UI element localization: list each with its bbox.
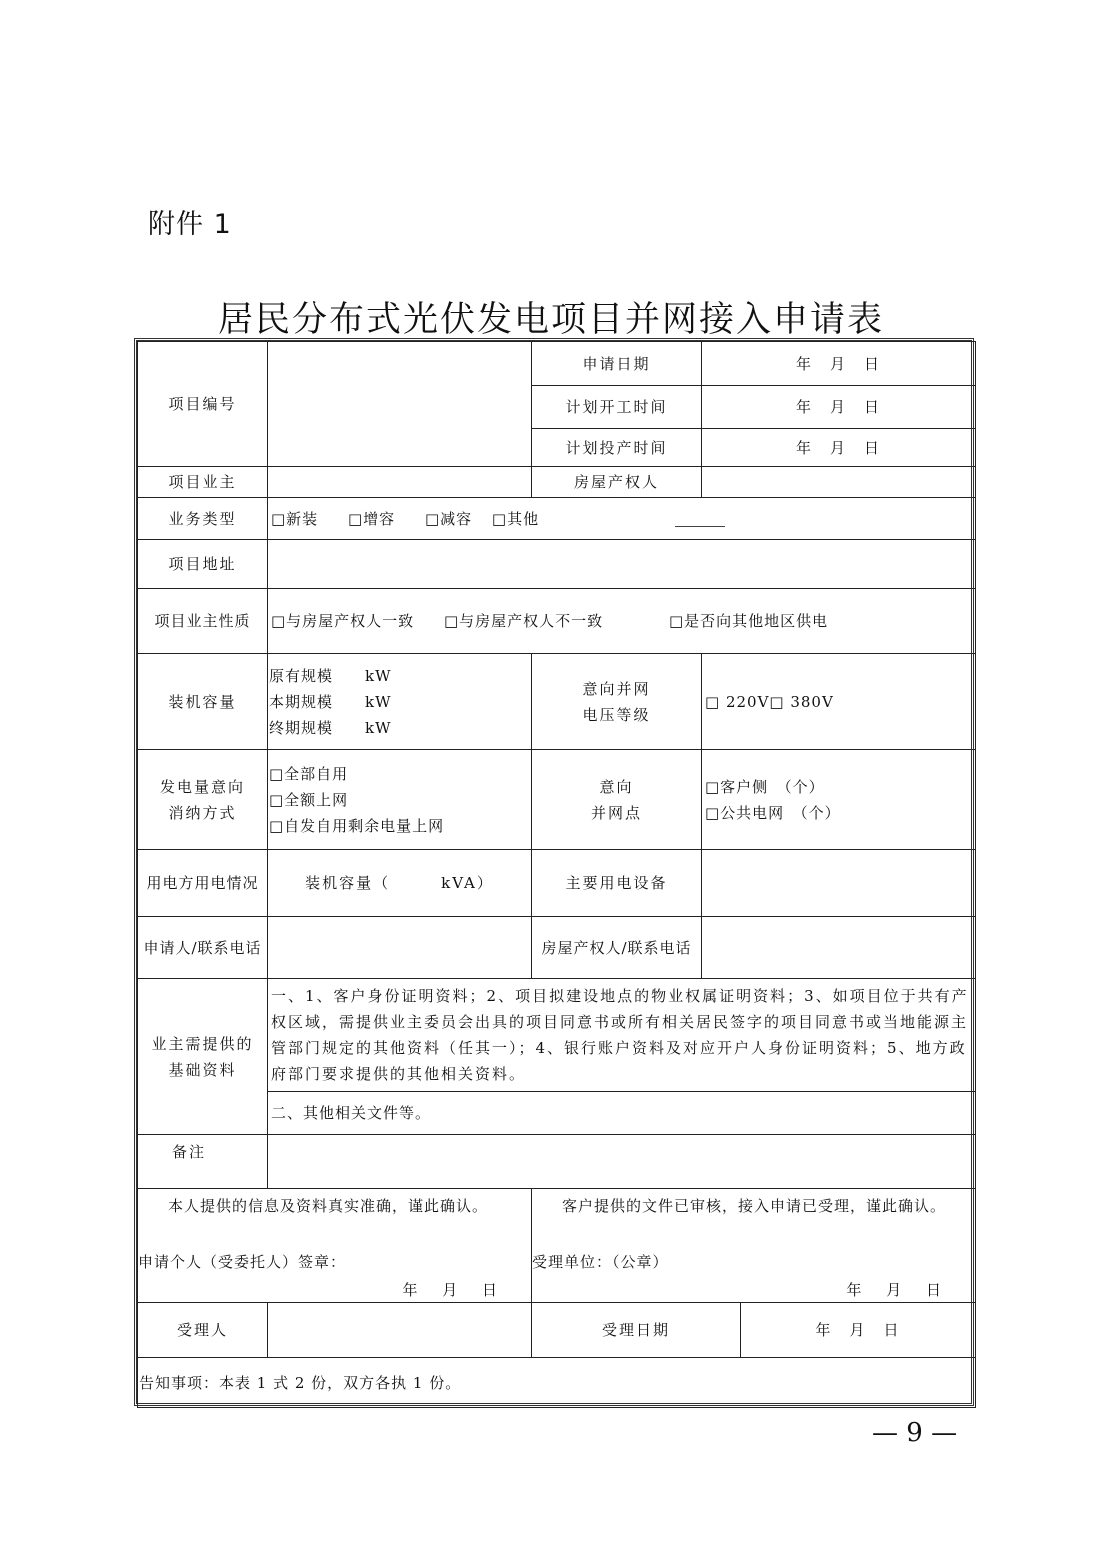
- owner-nature-label: 项目业主性质: [138, 589, 268, 654]
- applicant-sign-label[interactable]: 申请个人（受委托人）签章：: [138, 1253, 347, 1271]
- acceptor-unit-label[interactable]: 受理单位：（公章）: [532, 1253, 669, 1271]
- applicant-sign-date[interactable]: 年 月 日: [402, 1281, 507, 1299]
- business-type-options: [268, 498, 976, 540]
- main-equipment-field[interactable]: [702, 850, 976, 917]
- property-owner-phone-label: 房屋产权人/联系电话: [532, 917, 702, 979]
- voltage-options[interactable]: □ 220V□ 380V: [702, 654, 976, 750]
- checkbox-public-grid[interactable]: □公共电网 （个）: [705, 803, 841, 822]
- grid-point-label: [532, 750, 702, 850]
- accept-date-label: 受理日期: [532, 1303, 741, 1358]
- apply-date-field[interactable]: 年 月 日: [702, 342, 976, 386]
- final-scale-field[interactable]: 终期规模 kW: [269, 718, 392, 737]
- project-no-field[interactable]: [268, 342, 532, 467]
- checkbox-new-install[interactable]: □新装: [271, 509, 319, 528]
- grid-point-label-line2: 并网点: [590, 803, 642, 822]
- capacity-label: 装机容量: [138, 654, 268, 750]
- owner-field[interactable]: [268, 467, 532, 498]
- checkbox-customer-side[interactable]: □客户侧 （个）: [705, 777, 825, 796]
- project-no-label: 项目编号: [138, 342, 268, 467]
- consumption-options: [268, 750, 532, 850]
- voltage-label-line1: 意向并网: [582, 679, 651, 698]
- handler-field[interactable]: [268, 1303, 532, 1358]
- address-label: 项目地址: [138, 540, 268, 589]
- property-owner-field[interactable]: [702, 467, 976, 498]
- checkbox-supply-other-regions[interactable]: □是否向其他地区供电: [668, 612, 829, 630]
- attachment-label: 附件 1: [148, 209, 232, 240]
- materials-label-line1: 业主需提供的: [151, 1034, 254, 1053]
- property-owner-label: 房屋产权人: [532, 467, 702, 498]
- business-type-label: 业务类型: [138, 498, 268, 540]
- applicant-phone-label: 申请人/联系电话: [138, 917, 268, 979]
- consumption-label-line2: 消纳方式: [168, 803, 237, 822]
- plan-start-field[interactable]: 年 月 日: [702, 386, 976, 429]
- checkbox-other[interactable]: □其他: [491, 509, 540, 528]
- checkbox-increase-capacity[interactable]: □增容: [347, 509, 396, 528]
- grid-point-options: [702, 750, 976, 850]
- form-title: 居民分布式光伏发电项目并网接入申请表: [217, 300, 884, 340]
- accept-date-field[interactable]: 年 月 日: [741, 1303, 976, 1358]
- property-owner-phone-field[interactable]: [702, 917, 976, 979]
- usage-capacity-field[interactable]: 装机容量（ kVA）: [268, 850, 532, 917]
- plan-production-field[interactable]: 年 月 日: [702, 429, 976, 467]
- owner-label: 项目业主: [138, 467, 268, 498]
- acceptor-confirm-text: 客户提供的文件已审核，接入申请已受理，谨此确认。: [562, 1197, 947, 1215]
- consumption-label: [138, 750, 268, 850]
- checkbox-self-use-surplus-grid[interactable]: □自发自用剩余电量上网: [269, 816, 445, 835]
- other-blank-line[interactable]: [675, 512, 725, 527]
- original-scale-field[interactable]: 原有规模 kW: [269, 666, 392, 685]
- materials-label: [138, 979, 268, 1135]
- usage-label: 用电方用电情况: [138, 850, 268, 917]
- applicant-confirm-text: 本人提供的信息及资料真实准确，谨此确认。: [168, 1197, 489, 1215]
- applicant-confirmation: [138, 1189, 532, 1303]
- acceptor-confirmation: [532, 1189, 976, 1303]
- handler-label: 受理人: [138, 1303, 268, 1358]
- plan-start-label: 计划开工时间: [532, 386, 702, 429]
- current-scale-field[interactable]: 本期规模 kW: [269, 692, 392, 711]
- main-equipment-label: 主要用电设备: [532, 850, 702, 917]
- checkbox-same-as-property-owner[interactable]: □与房屋产权人一致: [271, 612, 415, 630]
- notice-text: 告知事项：本表 1 式 2 份，双方各执 1 份。: [138, 1358, 976, 1408]
- consumption-label-line1: 发电量意向: [159, 777, 245, 796]
- remarks-label: 备注: [138, 1135, 268, 1189]
- apply-date-label: 申请日期: [532, 342, 702, 386]
- page-number: — 9 —: [872, 1418, 958, 1448]
- materials-other: 二、其他相关文件等。: [268, 1092, 976, 1135]
- owner-nature-options: [268, 589, 976, 654]
- checkbox-different-from-property-owner[interactable]: □与房屋产权人不一致: [443, 612, 604, 630]
- checkbox-decrease-capacity[interactable]: □减容: [424, 509, 473, 528]
- applicant-phone-field[interactable]: [268, 917, 532, 979]
- remarks-field[interactable]: [268, 1135, 976, 1189]
- checkbox-all-self-use[interactable]: □全部自用: [269, 764, 349, 783]
- checkbox-full-grid[interactable]: □全额上网: [269, 790, 349, 809]
- address-field[interactable]: [268, 540, 976, 589]
- capacity-lines: [268, 654, 532, 750]
- voltage-label: [532, 654, 702, 750]
- grid-point-label-line1: 意向: [599, 777, 634, 796]
- plan-production-label: 计划投产时间: [532, 429, 702, 467]
- voltage-label-line2: 电压等级: [582, 705, 651, 724]
- materials-label-line2: 基础资料: [168, 1060, 237, 1079]
- acceptor-sign-date[interactable]: 年 月 日: [846, 1281, 952, 1299]
- application-form: [137, 341, 976, 1408]
- materials-list: 一、1、客户身份证明资料；2、项目拟建设地点的物业权属证明资料；3、如项目位于共有产权区域，需提供业主委员会出具的项目同意书或所有相关居民签字的项目同意书或当地能源主管部门规定的其他资料（任其一）；4、银行账户资料及对应开户人身份证明资料；5、地方政府部门要求提供的其他相关资料。: [268, 979, 976, 1092]
